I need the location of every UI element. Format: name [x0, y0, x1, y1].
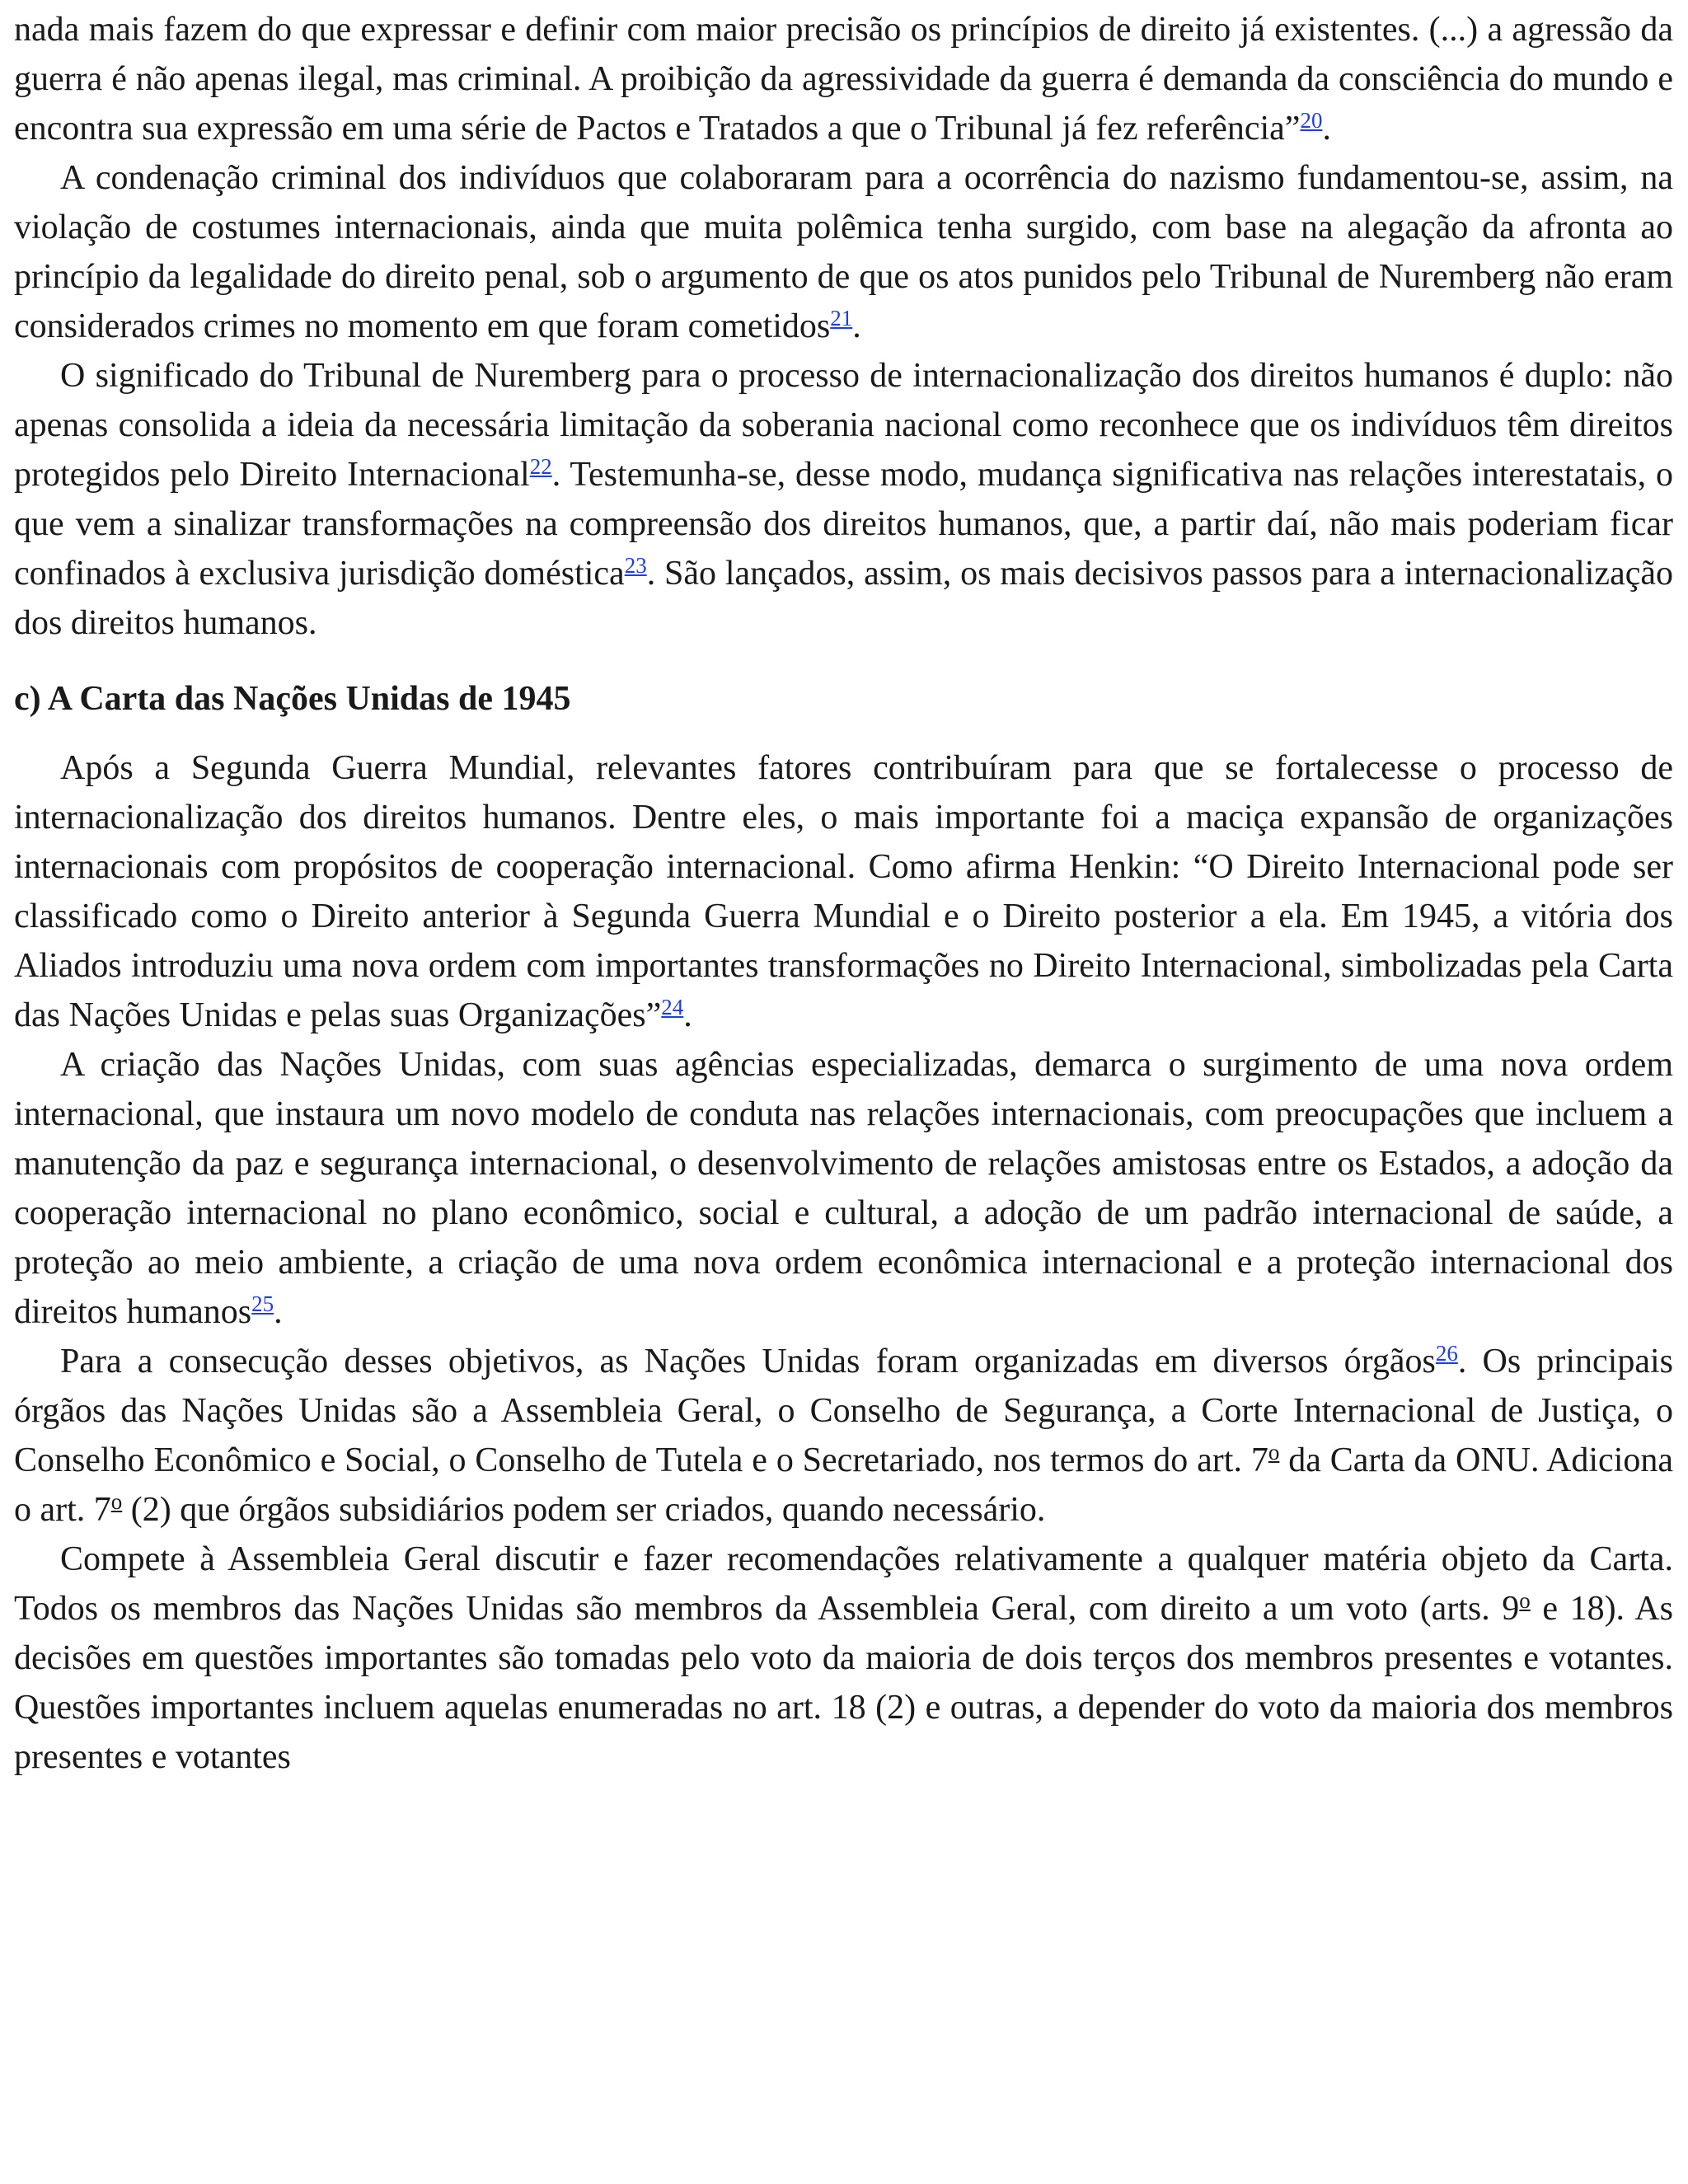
section-heading: c) A Carta das Nações Unidas de 1945: [14, 680, 571, 718]
ordinal-indicator: o: [1268, 1440, 1280, 1465]
footnote-link-24[interactable]: 24: [661, 995, 684, 1019]
paragraph-1: nada mais fazem do que expressar e definir com maior precisão os princípios de direito já existentes. (...) a agressão da guerra é não apenas ilegal, mas criminal. A proibição da agressividade da guerra é demanda da consciência do mundo e encontra sua expressão em uma série de Pactos e Tratados a que o Tribunal já fez referência”$^{20}$.: [14, 11, 1673, 148]
footnote-link-25[interactable]: 25: [251, 1291, 274, 1316]
ordinal-indicator: o: [110, 1489, 123, 1514]
footnote-link-26[interactable]: 26: [1435, 1341, 1458, 1366]
ordinal-indicator: o: [1519, 1588, 1531, 1613]
footnote-link-20[interactable]: 20: [1300, 108, 1323, 133]
footnote-link-22[interactable]: 22: [529, 454, 552, 479]
paragraph-6: Para a consecução desses objetivos, as Nações Unidas foram organizadas em diversos órgãos$^{26}$. Os principais órgãos das Nações Unidas são a Assembleia Geral, o Conselho de Segurança, a Corte Internacional de Justiça, o Conselho Econômico e Social, o Conselho de Tutela e o Secretariado, nos termos do art. 7$^o$ da Carta da ONU. Adiciona o art. 7$^o$ (2) que órgãos subsidiários podem ser criados, quando necessário.: [14, 1341, 1674, 1529]
paragraph-3: O significado do Tribunal de Nuremberg para o processo de internacionalização dos direitos humanos é duplo: não apenas consolida a ideia da necessária limitação da soberania nacional como reconhece que os indivíduos têm direitos protegidos pelo Direito Internacional$^{22}$. Testemunha-se, desse modo, mudança significativa nas relações interestatais, o que vem a sinalizar transformações na compreensão dos direitos humanos, que, a partir daí, não mais poderiam ficar confinados à exclusiva jurisdição doméstica$^{23}$. São lançados, assim, os mais decisivos passos para a internacionalização dos direitos humanos.: [14, 357, 1673, 642]
footnote-link-21[interactable]: 21: [830, 306, 853, 330]
paragraph-7: Compete à Assembleia Geral discutir e fazer recomendações relativamente a qualquer matéria objeto da Carta. Todos os membros das Nações Unidas são membros da Assembleia Geral, com direito a um voto (arts. 9$^o$ e 18). As decisões em questões importantes são tomadas pelo voto da maioria de dois terços dos membros presentes e votantes. Questões importantes incluem aquelas enumeradas no art. 18 (2) e outras, a depender do voto da maioria dos membros presentes e votantes: [14, 1540, 1673, 1776]
footnote-link-23[interactable]: 23: [624, 553, 647, 578]
paragraph-2: A condenação criminal dos indivíduos que colaboraram para a ocorrência do nazismo fundamentou-se, assim, na violação de costumes internacionais, ainda que muita polêmica tenha surgido, com base na alegação da afronta ao princípio da legalidade do direito penal, sob o argumento de que os atos punidos pelo Tribunal de Nuremberg não eram considerados crimes no momento em que foram cometidos$^{21}$.: [14, 159, 1673, 345]
paragraph-4: Após a Segunda Guerra Mundial, relevantes fatores contribuíram para que se fortalecesse o processo de internacionalização dos direitos humanos. Dentre eles, o mais importante foi a maciça expansão de organizações internacionais com propósitos de cooperação internacional. Como afirma Henkin: “O Direito Internacional pode ser classificado como o Direito anterior à Segunda Guerra Mundial e o Direito posterior a ela. Em 1945, a vitória dos Aliados introduziu uma nova ordem com importantes transformações no Direito Internacional, simbolizadas pela Carta das Nações Unidas e pelas suas Organizações”$^{24}$.: [14, 749, 1673, 1034]
document-page: [14, 5, 1673, 1782]
paragraph-5: A criação das Nações Unidas, com suas agências especializadas, demarca o surgimento de uma nova ordem internacional, que instaura um novo modelo de conduta nas relações internacionais, com preocupações que incluem a manutenção da paz e segurança internacional, o desenvolvimento de relações amistosas entre os Estados, a adoção da cooperação internacional no plano econômico, social e cultural, a adoção de um padrão internacional de saúde, a proteção ao meio ambiente, a criação de uma nova ordem econômica internacional e a proteção internacional dos direitos humanos$^{25}$.: [14, 1046, 1673, 1331]
